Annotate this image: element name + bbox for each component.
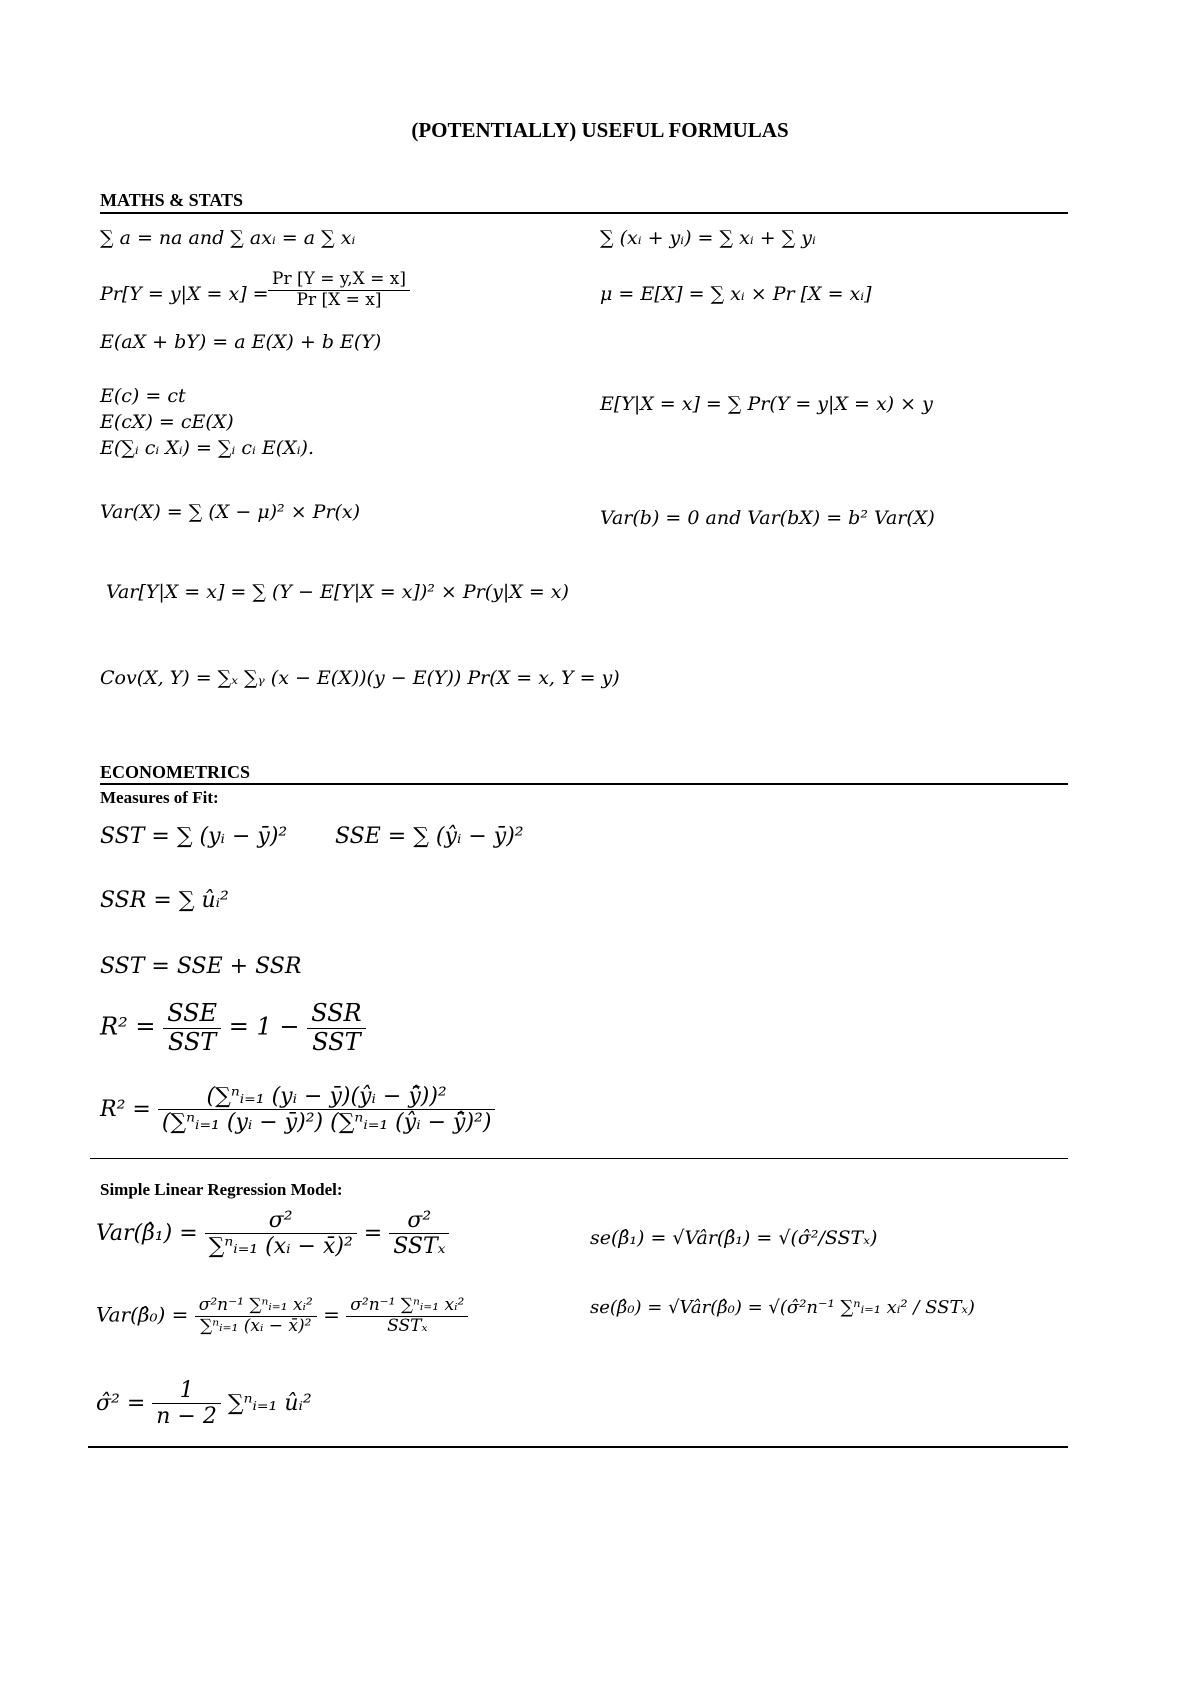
formula-conditional-variance: Var[Y|X = x] = ∑ (Y − E[Y|X = x])² × Pr(y|X = x) <box>106 581 569 603</box>
conditional-prob-numerator: Pr [Y = y,X = x] <box>268 270 410 291</box>
formula-covariance: Cov(X, Y) = ∑ₓ ∑ᵧ (x − E(X))(y − E(Y)) Pr(X = x, Y = y) <box>100 667 620 689</box>
r-squared-frac1-numerator: SSE <box>163 1000 221 1029</box>
formula-conditional-prob-lhs: Pr[Y = y|X = x] = <box>100 283 269 305</box>
formula-se-beta0: se(β̂₀) = √Vâr(β̂₀) = √(σ̂²n⁻¹ ∑ⁿᵢ₌₁ xᵢ² / SSTₓ) <box>590 1297 975 1318</box>
r-squared-mid: = 1 − <box>228 1012 300 1041</box>
page-bottom-rule <box>88 1446 1068 1448</box>
var-beta0-lhs: Var(β̂₀) = <box>96 1302 189 1327</box>
r-squared-frac1-denominator: SST <box>167 1027 217 1056</box>
formula-expected-value: μ = E[X] = ∑ xᵢ × Pr [X = xᵢ] <box>600 283 872 305</box>
formula-conditional-expectation: E[Y|X = x] = ∑ Pr(Y = y|X = x) × y <box>600 393 933 415</box>
formula-sse: SSE = ∑ (ŷᵢ − ȳ)² <box>335 824 524 849</box>
var-beta0-denominator-2: SSTₓ <box>387 1315 428 1336</box>
formula-expectation-scaled: E(cX) = cE(X) <box>100 411 234 433</box>
r-squared-corr-denominator: (∑ⁿᵢ₌₁ (yᵢ − ȳ)²) (∑ⁿᵢ₌₁ (ŷᵢ − ȳ̂)²) <box>161 1110 492 1136</box>
econometrics-heading: ECONOMETRICS <box>100 762 251 782</box>
formula-r-squared <box>100 1000 366 1056</box>
var-beta1-denominator-2: SSTₓ <box>393 1234 446 1260</box>
r-squared-frac2-numerator: SSR <box>307 1000 366 1029</box>
formula-variance-constant: Var(b) = 0 and Var(bX) = b² Var(X) <box>600 507 935 529</box>
formula-ssr: SSR = ∑ ûᵢ² <box>100 888 229 913</box>
simple-linear-regression-heading: Simple Linear Regression Model: <box>100 1180 343 1199</box>
formula-sst: SST = ∑ (yᵢ − ȳ)² <box>100 824 288 849</box>
maths-stats-heading: MATHS & STATS <box>100 190 244 210</box>
var-beta1-equals: = <box>363 1220 383 1246</box>
formula-expectation-constant: E(c) = ct <box>100 385 186 407</box>
formula-sigma-hat <box>96 1378 312 1430</box>
measures-of-fit-heading: Measures of Fit: <box>100 788 219 807</box>
sigma-hat-denominator: n − 2 <box>156 1404 217 1430</box>
formula-sst-identity: SST = SSE + SSR <box>100 954 302 979</box>
formula-var-beta1 <box>96 1208 449 1260</box>
conditional-prob-denominator: Pr [X = x] <box>296 289 382 310</box>
var-beta0-numerator: σ²n⁻¹ ∑ⁿᵢ₌₁ xᵢ² <box>195 1296 317 1317</box>
formula-linearity-expectation: E(aX + bY) = a E(X) + b E(Y) <box>100 331 382 353</box>
sigma-hat-lhs: σ̂² = <box>96 1390 146 1416</box>
formula-conditional-prob-frac <box>268 270 410 310</box>
r-squared-corr-numerator: (∑ⁿᵢ₌₁ (yᵢ − ȳ)(ŷᵢ − ȳ̂))² <box>158 1084 496 1110</box>
page-title: (POTENTIALLY) USEFUL FORMULAS <box>411 118 789 142</box>
maths-stats-rule <box>100 212 1068 214</box>
formula-var-beta0 <box>96 1296 468 1336</box>
var-beta1-lhs: Var(β̂₁) = <box>96 1220 198 1246</box>
formula-variance: Var(X) = ∑ (X − μ)² × Pr(x) <box>100 501 361 523</box>
formula-r-squared-correlation <box>100 1084 495 1136</box>
formula-se-beta1: se(β̂₁) = √Vâr(β̂₁) = √(σ̂²/SSTₓ) <box>590 1227 878 1249</box>
var-beta0-denominator: ∑ⁿᵢ₌₁ (xᵢ − x̄)² <box>200 1315 312 1336</box>
var-beta1-numerator: σ² <box>205 1208 357 1234</box>
sigma-hat-numerator: 1 <box>152 1378 221 1404</box>
var-beta0-equals: = <box>323 1302 340 1327</box>
var-beta1-numerator-2: σ² <box>389 1208 449 1234</box>
formula-sum-constant: ∑ a = na and ∑ axᵢ = a ∑ xᵢ <box>100 227 356 249</box>
r-squared-lhs: R² = <box>100 1012 156 1041</box>
econometrics-divider <box>90 1158 1068 1159</box>
sigma-hat-rhs: ∑ⁿᵢ₌₁ ûᵢ² <box>227 1390 312 1416</box>
r-squared-corr-lhs: R² = <box>100 1096 151 1122</box>
var-beta1-denominator: ∑ⁿᵢ₌₁ (xᵢ − x̄)² <box>208 1234 353 1260</box>
var-beta0-numerator-2: σ²n⁻¹ ∑ⁿᵢ₌₁ xᵢ² <box>346 1296 468 1317</box>
econometrics-rule <box>100 783 1068 785</box>
formula-expectation-sum: E(∑ᵢ cᵢ Xᵢ) = ∑ᵢ cᵢ E(Xᵢ). <box>100 437 314 459</box>
r-squared-frac2-denominator: SST <box>312 1027 361 1056</box>
formula-sum-of-sums: ∑ (xᵢ + yᵢ) = ∑ xᵢ + ∑ yᵢ <box>600 227 816 249</box>
